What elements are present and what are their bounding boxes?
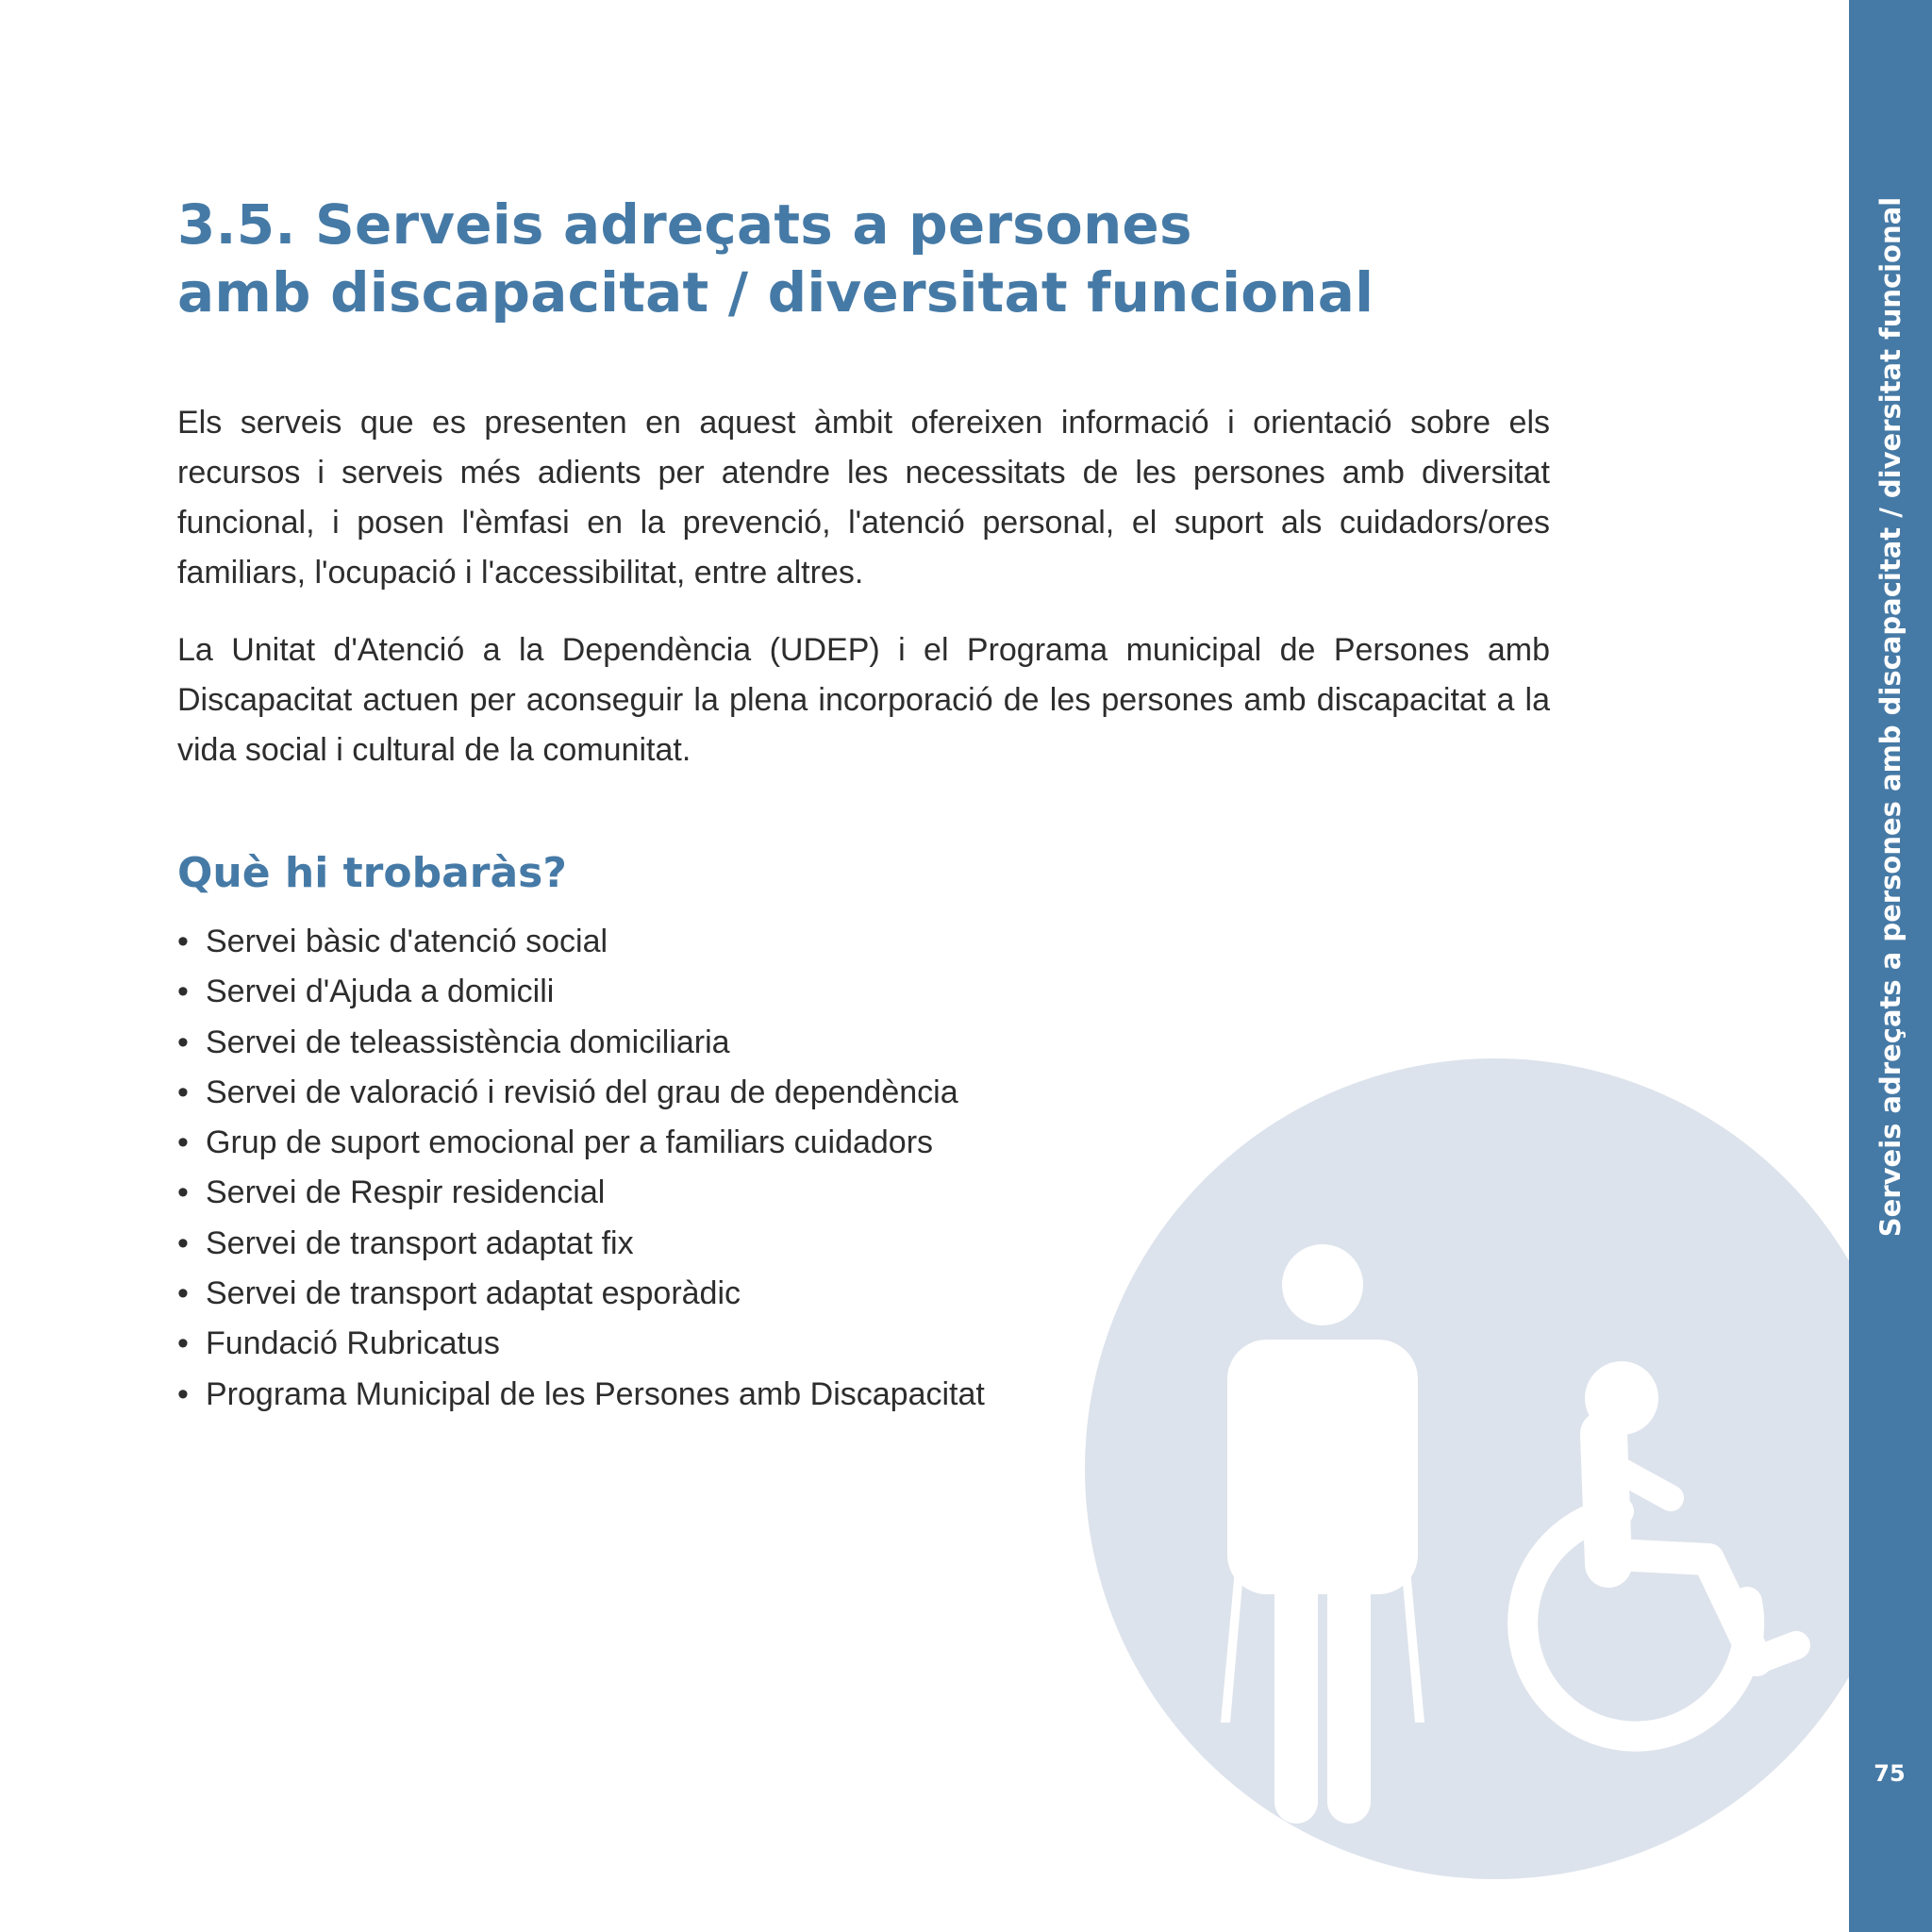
list-item-label: Servei bàsic d'atenció social xyxy=(206,924,608,959)
page-title xyxy=(177,191,1545,326)
side-section-label: Serveis adreçats a persones amb discapacitat / diversitat funcional xyxy=(1874,196,1907,1238)
bullet-icon: • xyxy=(177,974,189,1010)
bullet-icon: • xyxy=(177,1375,189,1412)
bullet-icon: • xyxy=(177,1024,189,1060)
list-item-label: Programa Municipal de les Persones amb Discapacitat xyxy=(206,1375,985,1412)
list-item xyxy=(177,1168,1121,1218)
list-item-label: Servei de valoració i revisió del grau de dependència xyxy=(206,1074,958,1110)
accessibility-illustration xyxy=(1085,1057,1849,1887)
bullet-icon: • xyxy=(177,1074,189,1110)
page-title-line-1: 3.5. Serveis adreçats a persones xyxy=(177,192,1192,257)
list-item-label: Fundació Rubricatus xyxy=(206,1325,500,1362)
bullet-icon: • xyxy=(177,1224,189,1261)
bullet-icon: • xyxy=(177,1174,189,1211)
list-item-label: Servei de transport adaptat fix xyxy=(206,1224,634,1261)
list-item xyxy=(177,917,1121,967)
list-item-label: Grup de suport emocional per a familiars cuidadors xyxy=(206,1124,934,1161)
list-item xyxy=(177,967,1121,1017)
list-item-label: Servei d'Ajuda a domicili xyxy=(206,974,555,1010)
intro-text xyxy=(177,398,1550,775)
list-item-label: Servei de Respir residencial xyxy=(206,1174,606,1211)
list-item-label: Servei de transport adaptat esporàdic xyxy=(206,1275,741,1312)
intro-paragraph-2: La Unitat d'Atenció a la Dependència (UDEP) i el Programa municipal de Persones amb Discapacitat actuen per aconseguir la plena incorporació de les persones amb discapacitat a la vida social i cultural de la comunitat. xyxy=(177,632,1550,768)
list-item-label: Servei de teleassistència domiciliaria xyxy=(206,1024,730,1060)
list-item xyxy=(177,1370,1121,1420)
page-number: 75 xyxy=(1874,1760,1906,1787)
list-item xyxy=(177,1068,1121,1118)
list-item xyxy=(177,1118,1121,1168)
list-item xyxy=(177,1319,1121,1369)
background-circle xyxy=(1085,1058,1849,1879)
page-title-line-2: amb discapacitat / diversitat funcional xyxy=(177,260,1374,325)
bullet-icon: • xyxy=(177,1275,189,1312)
bullet-icon: • xyxy=(177,924,189,959)
list-item xyxy=(177,1018,1121,1068)
intro-paragraph-1: Els serveis que es presenten en aquest àmbit ofereixen informació i orientació sobre els recursos i serveis més adients per atendre les necessitats de les persones amb diversitat funcional, i posen l'èmfasi en la prevenció, l'atenció personal, el suport als cuidadors/ores familiars, l'ocupació i l'accessibilitat, entre altres. xyxy=(177,405,1550,591)
list-item xyxy=(177,1269,1121,1319)
list-item xyxy=(177,1219,1121,1269)
bullet-icon: • xyxy=(177,1124,189,1161)
bullet-icon: • xyxy=(177,1325,189,1362)
section-subheading: Què hi trobaràs? xyxy=(177,849,567,897)
services-list xyxy=(177,917,1121,1420)
